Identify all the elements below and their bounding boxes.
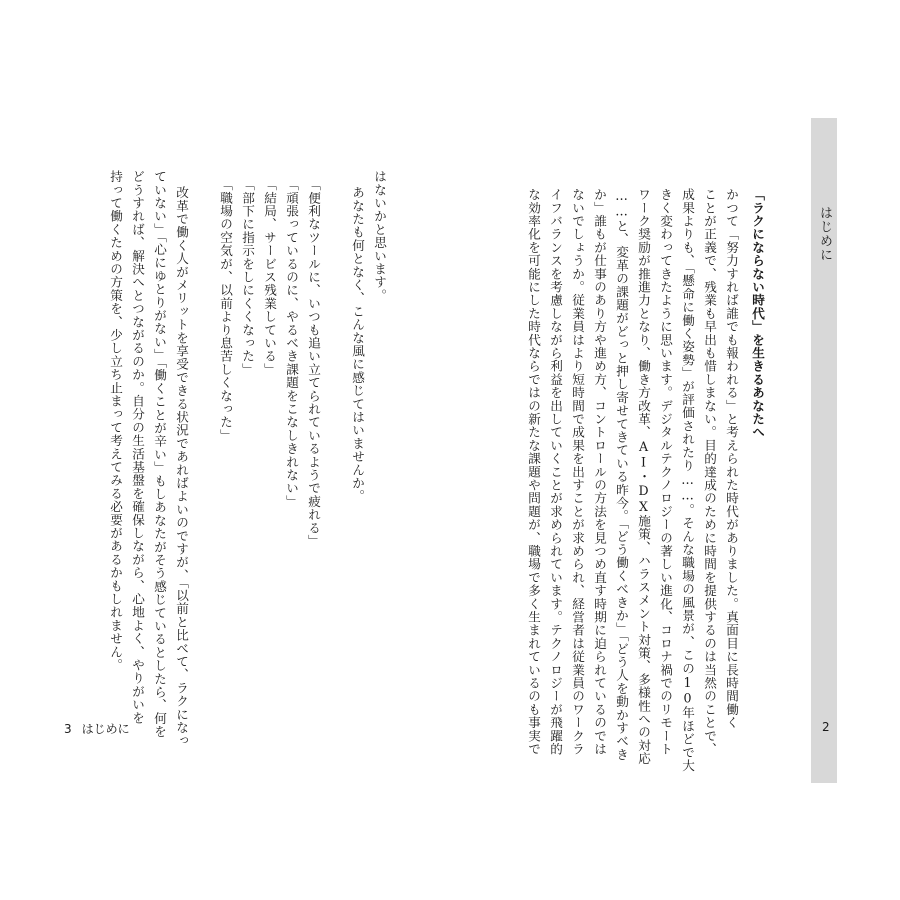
quote-line: 「結局、サービス残業している」: [262, 178, 277, 376]
body-line: 持って働くための方策を、少し立ち止まって考えてみる必要があるかもしれません。: [108, 170, 123, 672]
body-line: イフバランスを考慮しながら利益を出していくことが求められています。テクノロジーが飛躍的: [548, 188, 563, 756]
page-number-right: 2: [822, 720, 830, 734]
body-line: はないかと思います。: [372, 170, 387, 302]
body-line: 改革で働く人がメリットを享受できる状況であればよいのですが、「以前と比べて、ラクになっ: [174, 186, 189, 748]
page-number-left: 3: [64, 722, 72, 736]
body-line: かつて「努力すれば誰でも報われる」と考えられた時代がありました。真面目に長時間働く: [724, 188, 739, 730]
body-line: ワーク奨励が推進力となり、働き方改革、AI・DX施策、ハラスメント対策、多様性への対応: [636, 188, 651, 766]
body-line: きく変わってきたように思います。デジタルテクノロジーの著しい進化、コロナ禍でのリモート: [658, 188, 673, 756]
page-footer-left: [64, 720, 140, 737]
body-line: 成果よりも、「懸命に働く姿勢」が評価されたり……。そんな職場の風景が、この10年ほどで大: [680, 188, 695, 773]
chapter-tab: [811, 118, 837, 783]
body-line: あなたも何となく、こんな風に感じてはいませんか。: [350, 186, 365, 503]
body-line: どうすれば、解決へとつながるのか。自分の生活基盤を確保しながら、心地よく、やりがいを: [130, 170, 145, 725]
body-line: ことが正義で、残業も早出も惜しまない。目的達成のために時間を提供するのは当然のことで、: [702, 188, 717, 756]
quote-line: 「頑張っているのに、やるべき課題をこなしきれない」: [284, 178, 299, 508]
section-heading: 「ラクにならない時代」を生きるあなたへ: [750, 188, 765, 439]
body-line: か」誰もが仕事のあり方や進め方、コントロールの方法を見つめ直す時期に迫られているのでは: [592, 188, 607, 756]
body-line: ないでしょうか。従業員はより短時間で成果を出すことが求められ、経営者は従業員のワークラ: [570, 188, 585, 756]
quote-line: 「便利なツールに、いつも追い立てられているようで疲れる」: [306, 178, 321, 548]
body-line: ……と、変革の課題がどっと押し寄せてきている昨今。「どう働くべきか」「どう人を動かすべき: [614, 188, 629, 761]
quote-line: 「部下に指示をしにくくなった」: [240, 178, 255, 376]
body-line: ていない」「心にゆとりがない」「働くことが辛い」もしあなたがそう感じているとしたら、何を: [152, 170, 167, 739]
quote-line: 「職場の空気が、以前より息苦しくなった」: [218, 178, 233, 442]
chapter-tab-label: はじめに: [817, 206, 832, 262]
body-line: な効率化を可能にした時代ならではの新たな課題や問題が、職場で多く生まれているのも事実で: [526, 188, 541, 756]
running-title: はじめに: [81, 722, 130, 736]
